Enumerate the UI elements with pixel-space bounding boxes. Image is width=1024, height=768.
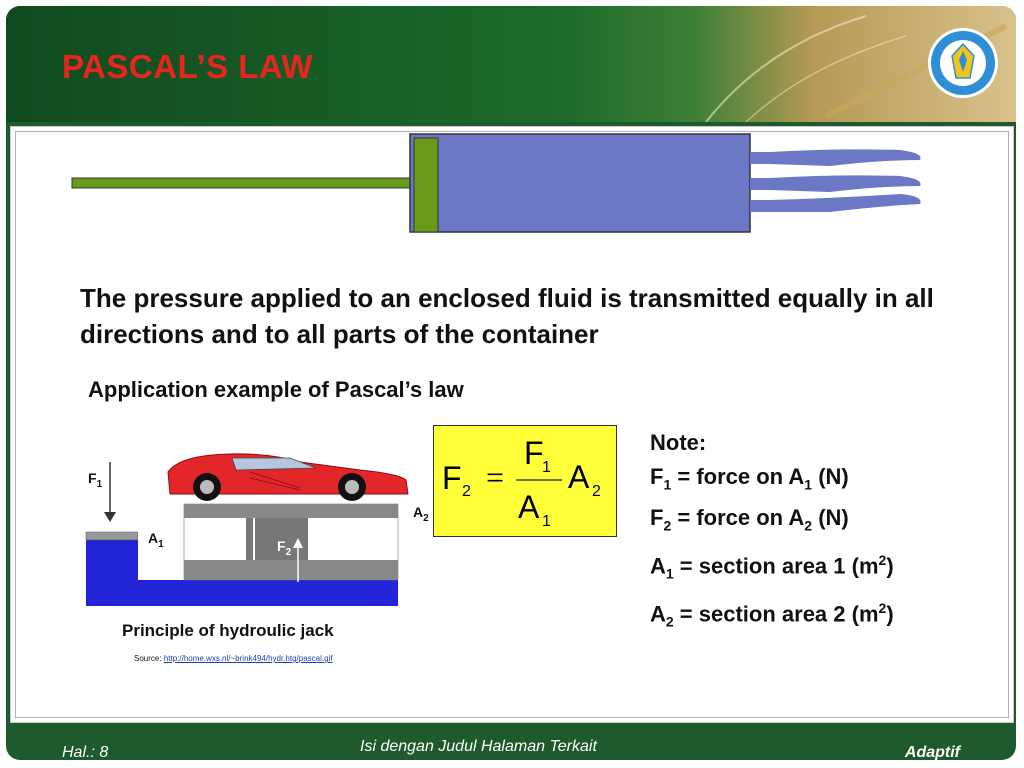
large-piston	[184, 560, 398, 580]
note-f1: $F_1$ = force on $A_1$ (N)	[650, 464, 849, 493]
fluid-small-cylinder	[86, 540, 138, 580]
formula-den: A	[518, 489, 540, 525]
figure-caption: Principle of hydroulic jack	[122, 621, 334, 640]
formula-lhs: F	[442, 460, 462, 496]
pascal-statement: The pressure applied to an enclosed fluid is transmitted equally in all directions and to all parts of the container	[80, 283, 934, 349]
notes-heading: Note:	[650, 430, 707, 455]
application-heading: Application example of Pascal’s law	[88, 377, 464, 402]
formula-rhs: A	[568, 459, 590, 495]
formula-equals: =	[486, 459, 505, 495]
figure-source: Source: http://home.wxs.nl/~brink494/hydr.htg/pascal.gif	[134, 654, 333, 663]
a1-label: $A_1$	[148, 530, 164, 550]
f1-label: $F_1$	[88, 470, 103, 490]
sports-car	[168, 454, 408, 501]
formula-drawing	[434, 426, 616, 536]
note-a2: $A_2$ = section area 2 $(m^2)$	[650, 599, 894, 630]
formula-num: F	[524, 435, 544, 471]
divider-wall	[138, 520, 184, 580]
footer-title: Isi dengan Judul Halaman Terkait	[360, 738, 597, 755]
formula-den-sub: 1	[542, 513, 551, 530]
small-piston	[86, 532, 138, 540]
pascal-formula	[433, 425, 617, 537]
lift-platform	[184, 504, 398, 518]
note-f2: $F_2$ = force on $A_2$ (N)	[650, 505, 849, 534]
a2-label: $A_2$	[413, 504, 429, 524]
page-title: PASCAL’S LAW	[62, 48, 314, 85]
note-a1: $A_1$ = section area 1 $(m^2)$	[650, 551, 894, 582]
formula-num-sub: 1	[542, 459, 551, 476]
page-number: Hal.: 8	[62, 744, 109, 760]
fluid-base	[86, 578, 398, 606]
formula-rhs-sub: 2	[592, 483, 601, 500]
notes-block	[650, 426, 894, 638]
source-link[interactable]: http://home.wxs.nl/~brink494/hydr.htg/pascal.gif	[163, 654, 333, 663]
formula-lhs-sub: 2	[462, 483, 471, 500]
footer-brand: Adaptif	[904, 744, 960, 760]
f2-label: $F_2$	[277, 538, 292, 558]
